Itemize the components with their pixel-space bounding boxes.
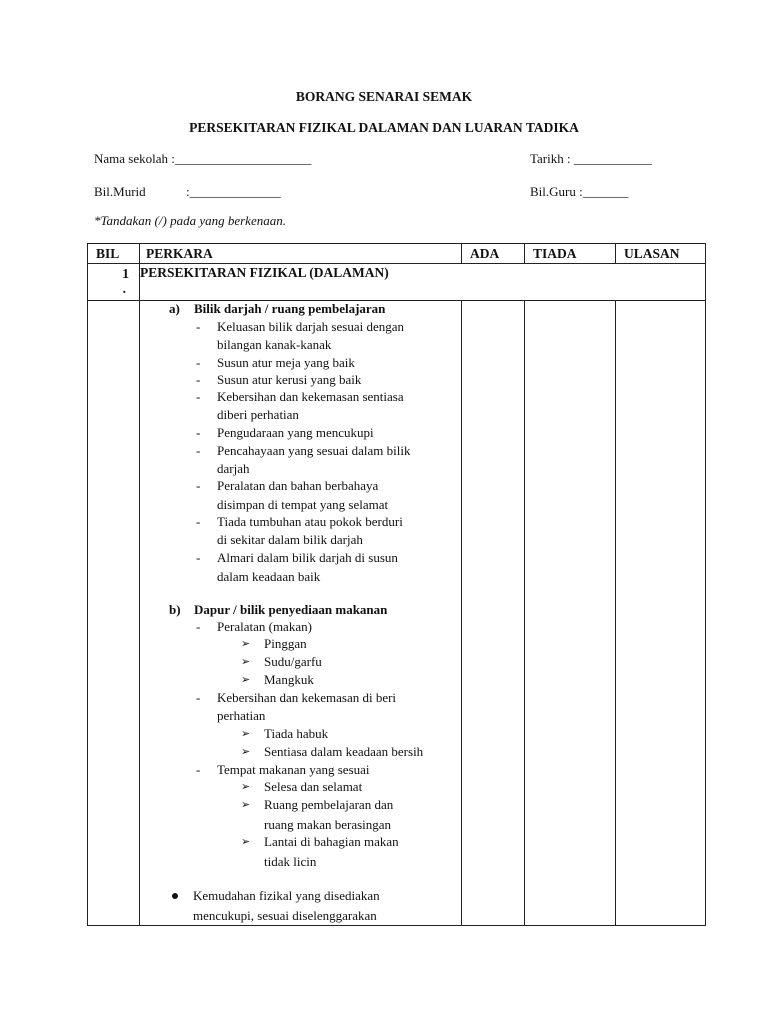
list-item: Susun atur kerusi yang baik: [217, 372, 362, 387]
arrow-bullet-icon: ➢: [241, 656, 251, 668]
list-item: Sudu/garfu: [264, 654, 322, 669]
list-item: tidak licin: [264, 854, 317, 869]
table-header-row: [88, 244, 706, 264]
header-bil: BIL: [88, 244, 140, 264]
dash: -: [196, 690, 201, 705]
list-item: disimpan di tempat yang selamat: [217, 497, 389, 512]
list-item: ruang makan berasingan: [264, 817, 392, 832]
list-item: di sekitar dalam bilik darjah: [217, 532, 363, 547]
list-item: Kebersihan dan kekemasan di beri: [217, 690, 397, 705]
dash: -: [196, 355, 201, 370]
item-a-label: a): [169, 301, 180, 316]
bil-murid-label: Bil.Murid: [94, 184, 146, 199]
item-b-title: Dapur / bilik penyediaan makanan: [194, 602, 388, 617]
arrow-bullet-icon: ➢: [241, 728, 251, 740]
checklist-table: [87, 243, 706, 926]
header-ada: ADA: [462, 244, 525, 264]
instruction-text: *Tandakan (/) pada yang berkenaan.: [94, 213, 286, 228]
dash: -: [196, 550, 201, 565]
perkara-content: [140, 301, 462, 926]
list-item: Pencahayaan yang sesuai dalam bilik: [217, 443, 411, 458]
dash: -: [196, 425, 201, 440]
list-item: Mangkuk: [264, 672, 314, 687]
arrow-bullet-icon: ➢: [241, 836, 251, 848]
dash: -: [196, 443, 201, 458]
list-item: dalam keadaan baik: [217, 569, 321, 584]
list-item: Pinggan: [264, 636, 307, 651]
list-item: Sentiasa dalam keadaan bersih: [264, 744, 424, 759]
bil-guru-field[interactable]: Bil.Guru :_______: [530, 184, 629, 199]
arrow-bullet-icon: ➢: [241, 781, 251, 793]
bullet-dot-icon: [172, 893, 178, 899]
arrow-bullet-icon: ➢: [241, 674, 251, 686]
list-item: Kebersihan dan kekemasan sentiasa: [217, 389, 404, 404]
bil-cell: [88, 301, 140, 926]
dash: -: [196, 372, 201, 387]
tiada-checkbox-cell[interactable]: [525, 301, 616, 926]
list-item: mencukupi, sesuai diselenggarakan: [193, 908, 377, 923]
ulasan-cell[interactable]: [616, 301, 706, 926]
list-item: Susun atur meja yang baik: [217, 355, 355, 370]
dash: -: [196, 514, 201, 529]
nama-sekolah-field[interactable]: Nama sekolah :_____________________: [94, 151, 312, 166]
list-item: Keluasan bilik darjah sesuai dengan: [217, 319, 404, 334]
list-item: Peralatan (makan): [217, 619, 312, 634]
form-title: BORANG SENARAI SEMAK: [295, 89, 473, 104]
dash: -: [196, 389, 201, 404]
list-item: Tiada tumbuhan atau pokok berduri: [217, 514, 403, 529]
list-item: diberi perhatian: [217, 407, 299, 422]
arrow-bullet-icon: ➢: [241, 746, 251, 758]
arrow-bullet-icon: ➢: [241, 799, 251, 811]
header-ulasan: ULASAN: [616, 244, 706, 264]
section-title: PERSEKITARAN FIZIKAL (DALAMAN): [140, 264, 706, 301]
list-item: perhatian: [217, 708, 266, 723]
tarikh-field[interactable]: Tarikh : ____________: [530, 151, 652, 166]
list-item: bilangan kanak-kanak: [217, 337, 332, 352]
dash: -: [196, 619, 201, 634]
list-item: Kemudahan fizikal yang disediakan: [193, 888, 380, 903]
list-item: Tiada habuk: [264, 726, 329, 741]
arrow-bullet-icon: ➢: [241, 638, 251, 650]
list-item: Peralatan dan bahan berbahaya: [217, 478, 379, 493]
header-tiada: TIADA: [525, 244, 616, 264]
section-number: 1 .: [88, 264, 140, 301]
list-item: Ruang pembelajaran dan: [264, 797, 394, 812]
form-subtitle: PERSEKITARAN FIZIKAL DALAMAN DAN LUARAN TADIKA: [189, 120, 579, 135]
item-a-title: Bilik darjah / ruang pembelajaran: [194, 301, 386, 316]
bil-murid-field[interactable]: :______________: [186, 184, 281, 199]
list-item: Almari dalam bilik darjah di susun: [217, 550, 398, 565]
section-row: [88, 264, 706, 301]
dash: -: [196, 762, 201, 777]
list-item: Tempat makanan yang sesuai: [217, 762, 370, 777]
list-item: Lantai di bahagian makan: [264, 834, 399, 849]
header-perkara: PERKARA: [140, 244, 462, 264]
dash: -: [196, 319, 201, 334]
list-item: Selesa dan selamat: [264, 779, 363, 794]
list-item: Pengudaraan yang mencukupi: [217, 425, 374, 440]
list-item: darjah: [217, 461, 250, 476]
table-row: [88, 301, 706, 926]
dash: -: [196, 478, 201, 493]
ada-checkbox-cell[interactable]: [462, 301, 525, 926]
item-b-label: b): [169, 602, 181, 617]
